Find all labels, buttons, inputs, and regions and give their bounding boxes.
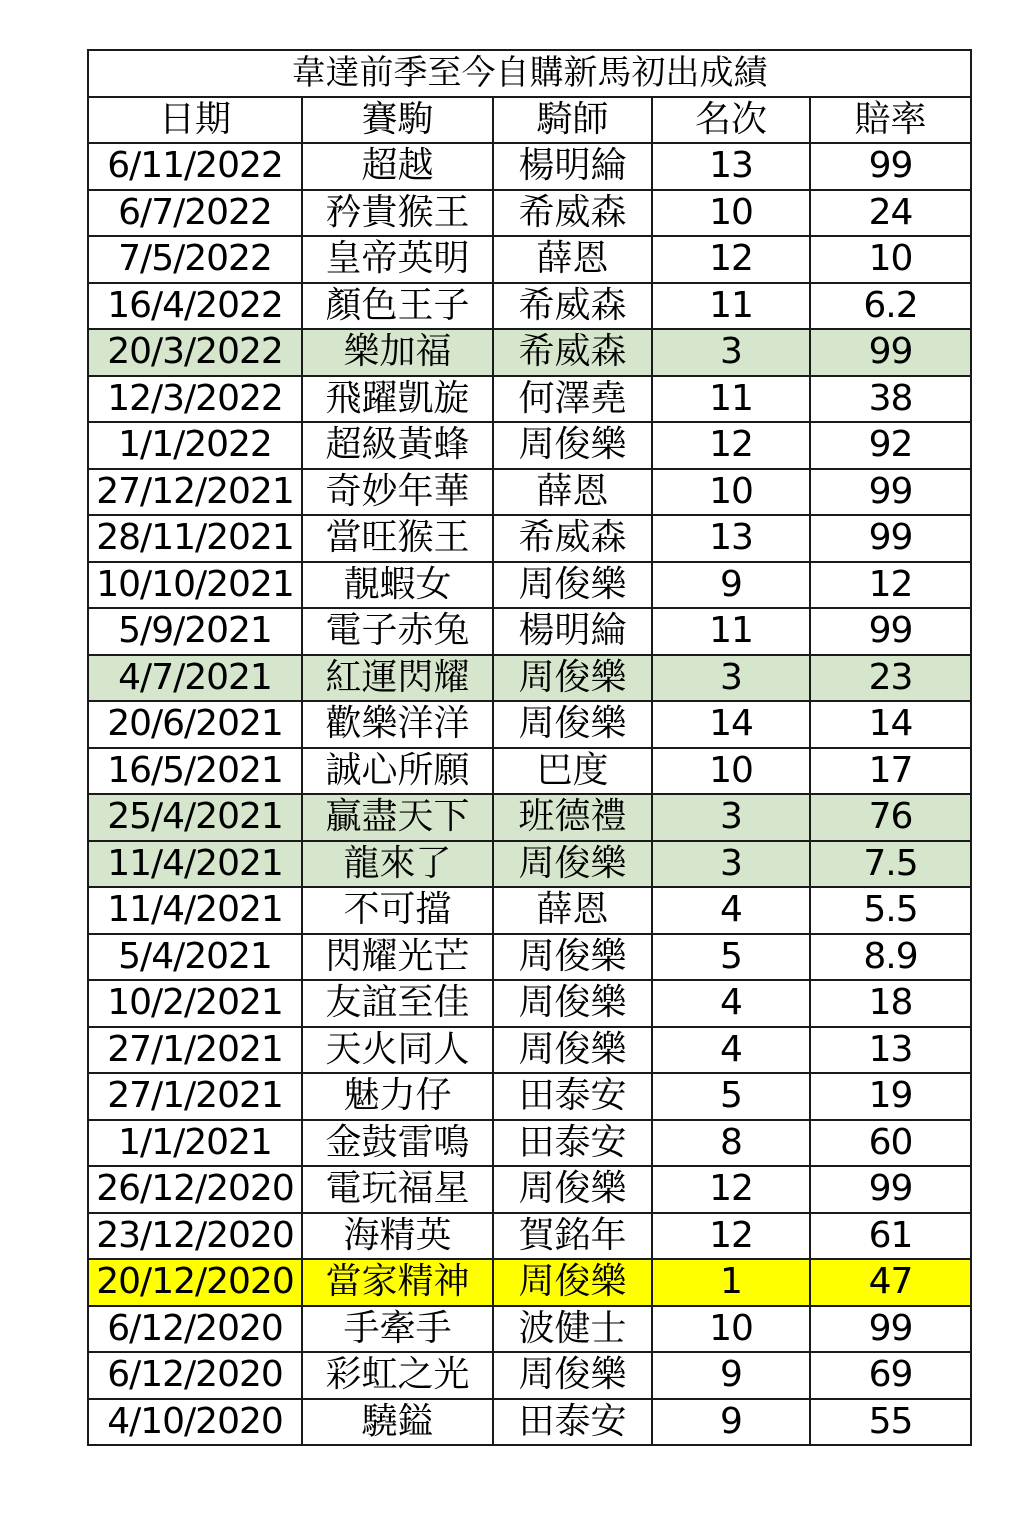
cell-odds: 76 bbox=[810, 794, 971, 841]
cell-odds: 18 bbox=[810, 980, 971, 1027]
cell-odds: 38 bbox=[810, 376, 971, 423]
cell-place: 3 bbox=[652, 841, 810, 888]
cell-date: 12/3/2022 bbox=[88, 376, 302, 423]
table-row bbox=[88, 376, 971, 423]
cell-horse: 紅運閃耀 bbox=[302, 655, 493, 702]
cell-place: 11 bbox=[652, 376, 810, 423]
cell-date: 6/11/2022 bbox=[88, 143, 302, 190]
cell-odds: 99 bbox=[810, 329, 971, 376]
cell-date: 25/4/2021 bbox=[88, 794, 302, 841]
cell-odds: 99 bbox=[810, 469, 971, 516]
cell-date: 20/6/2021 bbox=[88, 701, 302, 748]
column-header-jockey: 騎師 bbox=[493, 97, 652, 143]
column-header-odds: 賠率 bbox=[810, 97, 971, 143]
cell-place: 12 bbox=[652, 1213, 810, 1260]
cell-jockey: 希威森 bbox=[493, 190, 652, 237]
cell-place: 8 bbox=[652, 1120, 810, 1167]
cell-odds: 13 bbox=[810, 1027, 971, 1074]
cell-place: 3 bbox=[652, 655, 810, 702]
cell-horse: 贏盡天下 bbox=[302, 794, 493, 841]
cell-horse: 天火同人 bbox=[302, 1027, 493, 1074]
cell-date: 23/12/2020 bbox=[88, 1213, 302, 1260]
cell-jockey: 薛恩 bbox=[493, 469, 652, 516]
cell-jockey: 希威森 bbox=[493, 329, 652, 376]
cell-date: 27/1/2021 bbox=[88, 1073, 302, 1120]
cell-horse: 樂加福 bbox=[302, 329, 493, 376]
cell-jockey: 何澤堯 bbox=[493, 376, 652, 423]
cell-odds: 12 bbox=[810, 562, 971, 609]
table-body bbox=[88, 143, 971, 1445]
table-row bbox=[88, 1399, 971, 1446]
table-row bbox=[88, 236, 971, 283]
results-table-container bbox=[87, 49, 970, 1446]
cell-jockey: 田泰安 bbox=[493, 1399, 652, 1446]
table-row bbox=[88, 469, 971, 516]
table-row bbox=[88, 1306, 971, 1353]
cell-place: 9 bbox=[652, 1399, 810, 1446]
cell-odds: 8.9 bbox=[810, 934, 971, 981]
cell-date: 5/9/2021 bbox=[88, 608, 302, 655]
cell-place: 4 bbox=[652, 980, 810, 1027]
cell-horse: 金鼓雷鳴 bbox=[302, 1120, 493, 1167]
cell-date: 28/11/2021 bbox=[88, 515, 302, 562]
table-title: 韋達前季至今自購新馬初出成績 bbox=[88, 50, 971, 97]
table-row bbox=[88, 841, 971, 888]
table-row bbox=[88, 562, 971, 609]
table-row bbox=[88, 655, 971, 702]
cell-jockey: 波健士 bbox=[493, 1306, 652, 1353]
cell-horse: 閃耀光芒 bbox=[302, 934, 493, 981]
cell-odds: 92 bbox=[810, 422, 971, 469]
cell-horse: 不可擋 bbox=[302, 887, 493, 934]
cell-jockey: 周俊樂 bbox=[493, 422, 652, 469]
cell-jockey: 周俊樂 bbox=[493, 1259, 652, 1306]
cell-date: 27/12/2021 bbox=[88, 469, 302, 516]
cell-jockey: 周俊樂 bbox=[493, 1352, 652, 1399]
cell-jockey: 賀銘年 bbox=[493, 1213, 652, 1260]
table-row bbox=[88, 608, 971, 655]
cell-jockey: 周俊樂 bbox=[493, 655, 652, 702]
cell-date: 11/4/2021 bbox=[88, 841, 302, 888]
cell-place: 14 bbox=[652, 701, 810, 748]
cell-date: 1/1/2021 bbox=[88, 1120, 302, 1167]
cell-date: 5/4/2021 bbox=[88, 934, 302, 981]
cell-odds: 99 bbox=[810, 1306, 971, 1353]
cell-place: 11 bbox=[652, 283, 810, 330]
cell-jockey: 楊明綸 bbox=[493, 608, 652, 655]
table-row bbox=[88, 1352, 971, 1399]
cell-jockey: 周俊樂 bbox=[493, 701, 652, 748]
table-row bbox=[88, 143, 971, 190]
cell-odds: 69 bbox=[810, 1352, 971, 1399]
cell-date: 6/7/2022 bbox=[88, 190, 302, 237]
cell-place: 13 bbox=[652, 143, 810, 190]
cell-place: 5 bbox=[652, 934, 810, 981]
cell-horse: 龍來了 bbox=[302, 841, 493, 888]
cell-jockey: 希威森 bbox=[493, 515, 652, 562]
cell-odds: 17 bbox=[810, 748, 971, 795]
cell-date: 16/4/2022 bbox=[88, 283, 302, 330]
cell-place: 12 bbox=[652, 422, 810, 469]
table-row bbox=[88, 980, 971, 1027]
cell-place: 3 bbox=[652, 794, 810, 841]
cell-place: 9 bbox=[652, 1352, 810, 1399]
cell-odds: 61 bbox=[810, 1213, 971, 1260]
table-row bbox=[88, 515, 971, 562]
table-row bbox=[88, 1073, 971, 1120]
cell-horse: 手牽手 bbox=[302, 1306, 493, 1353]
cell-jockey: 周俊樂 bbox=[493, 1166, 652, 1213]
cell-date: 7/5/2022 bbox=[88, 236, 302, 283]
cell-place: 3 bbox=[652, 329, 810, 376]
table-row bbox=[88, 283, 971, 330]
cell-date: 4/7/2021 bbox=[88, 655, 302, 702]
cell-odds: 24 bbox=[810, 190, 971, 237]
cell-date: 6/12/2020 bbox=[88, 1352, 302, 1399]
table-row bbox=[88, 1027, 971, 1074]
cell-horse: 超級黃蜂 bbox=[302, 422, 493, 469]
cell-horse: 電玩福星 bbox=[302, 1166, 493, 1213]
cell-horse: 魅力仔 bbox=[302, 1073, 493, 1120]
cell-horse: 電子赤兔 bbox=[302, 608, 493, 655]
table-row bbox=[88, 748, 971, 795]
cell-place: 12 bbox=[652, 236, 810, 283]
cell-horse: 當家精神 bbox=[302, 1259, 493, 1306]
cell-odds: 99 bbox=[810, 1166, 971, 1213]
cell-odds: 55 bbox=[810, 1399, 971, 1446]
cell-odds: 23 bbox=[810, 655, 971, 702]
table-row bbox=[88, 422, 971, 469]
table-row bbox=[88, 1213, 971, 1260]
cell-odds: 6.2 bbox=[810, 283, 971, 330]
cell-date: 27/1/2021 bbox=[88, 1027, 302, 1074]
cell-odds: 60 bbox=[810, 1120, 971, 1167]
cell-jockey: 薛恩 bbox=[493, 887, 652, 934]
column-header-date: 日期 bbox=[88, 97, 302, 143]
cell-date: 4/10/2020 bbox=[88, 1399, 302, 1446]
cell-jockey: 周俊樂 bbox=[493, 934, 652, 981]
table-row bbox=[88, 1120, 971, 1167]
cell-place: 1 bbox=[652, 1259, 810, 1306]
table-row bbox=[88, 190, 971, 237]
cell-horse: 歡樂洋洋 bbox=[302, 701, 493, 748]
cell-place: 13 bbox=[652, 515, 810, 562]
cell-horse: 皇帝英明 bbox=[302, 236, 493, 283]
cell-place: 10 bbox=[652, 469, 810, 516]
table-row bbox=[88, 1166, 971, 1213]
table-row bbox=[88, 329, 971, 376]
column-header-place: 名次 bbox=[652, 97, 810, 143]
cell-odds: 7.5 bbox=[810, 841, 971, 888]
cell-date: 16/5/2021 bbox=[88, 748, 302, 795]
cell-jockey: 班德禮 bbox=[493, 794, 652, 841]
cell-date: 26/12/2020 bbox=[88, 1166, 302, 1213]
cell-jockey: 田泰安 bbox=[493, 1120, 652, 1167]
table-row bbox=[88, 1259, 971, 1306]
cell-jockey: 薛恩 bbox=[493, 236, 652, 283]
cell-odds: 99 bbox=[810, 608, 971, 655]
cell-horse: 奇妙年華 bbox=[302, 469, 493, 516]
cell-place: 4 bbox=[652, 1027, 810, 1074]
cell-horse: 驍鎰 bbox=[302, 1399, 493, 1446]
cell-horse: 超越 bbox=[302, 143, 493, 190]
column-header-horse: 賽駒 bbox=[302, 97, 493, 143]
cell-place: 5 bbox=[652, 1073, 810, 1120]
cell-odds: 47 bbox=[810, 1259, 971, 1306]
cell-horse: 彩虹之光 bbox=[302, 1352, 493, 1399]
cell-date: 11/4/2021 bbox=[88, 887, 302, 934]
cell-place: 10 bbox=[652, 748, 810, 795]
table-row bbox=[88, 887, 971, 934]
cell-jockey: 周俊樂 bbox=[493, 980, 652, 1027]
cell-odds: 19 bbox=[810, 1073, 971, 1120]
cell-jockey: 周俊樂 bbox=[493, 841, 652, 888]
cell-horse: 顏色王子 bbox=[302, 283, 493, 330]
cell-horse: 飛躍凱旋 bbox=[302, 376, 493, 423]
cell-place: 4 bbox=[652, 887, 810, 934]
cell-date: 10/2/2021 bbox=[88, 980, 302, 1027]
cell-horse: 誠心所願 bbox=[302, 748, 493, 795]
cell-horse: 當旺猴王 bbox=[302, 515, 493, 562]
cell-date: 20/12/2020 bbox=[88, 1259, 302, 1306]
cell-horse: 友誼至佳 bbox=[302, 980, 493, 1027]
cell-horse: 靚蝦女 bbox=[302, 562, 493, 609]
cell-odds: 14 bbox=[810, 701, 971, 748]
cell-place: 9 bbox=[652, 562, 810, 609]
cell-jockey: 巴度 bbox=[493, 748, 652, 795]
cell-jockey: 田泰安 bbox=[493, 1073, 652, 1120]
cell-date: 20/3/2022 bbox=[88, 329, 302, 376]
cell-date: 6/12/2020 bbox=[88, 1306, 302, 1353]
cell-place: 10 bbox=[652, 1306, 810, 1353]
cell-odds: 10 bbox=[810, 236, 971, 283]
cell-odds: 99 bbox=[810, 515, 971, 562]
cell-horse: 矜貴猴王 bbox=[302, 190, 493, 237]
cell-odds: 99 bbox=[810, 143, 971, 190]
table-row bbox=[88, 701, 971, 748]
cell-place: 11 bbox=[652, 608, 810, 655]
results-table bbox=[87, 49, 972, 1446]
cell-date: 1/1/2022 bbox=[88, 422, 302, 469]
cell-place: 10 bbox=[652, 190, 810, 237]
table-row bbox=[88, 934, 971, 981]
cell-odds: 5.5 bbox=[810, 887, 971, 934]
cell-date: 10/10/2021 bbox=[88, 562, 302, 609]
cell-jockey: 楊明綸 bbox=[493, 143, 652, 190]
cell-jockey: 希威森 bbox=[493, 283, 652, 330]
cell-horse: 海精英 bbox=[302, 1213, 493, 1260]
title-row bbox=[88, 50, 971, 97]
cell-jockey: 周俊樂 bbox=[493, 562, 652, 609]
cell-jockey: 周俊樂 bbox=[493, 1027, 652, 1074]
cell-place: 12 bbox=[652, 1166, 810, 1213]
header-row bbox=[88, 97, 971, 143]
table-row bbox=[88, 794, 971, 841]
